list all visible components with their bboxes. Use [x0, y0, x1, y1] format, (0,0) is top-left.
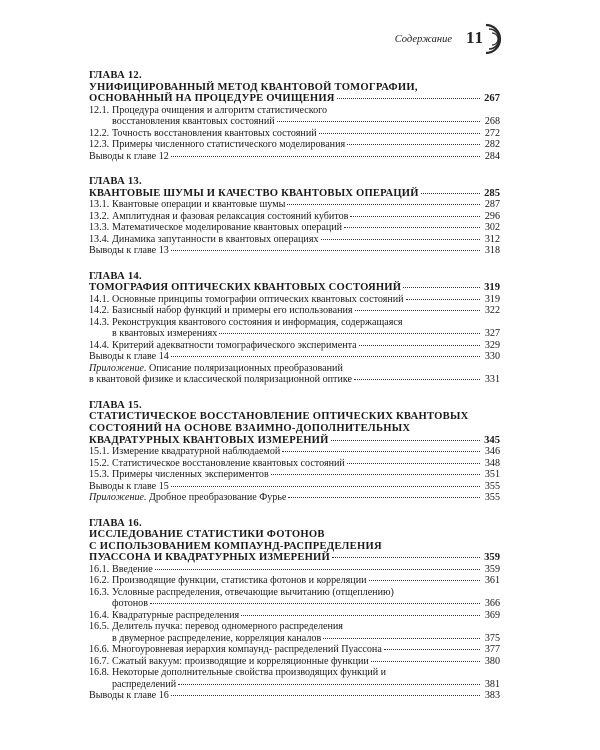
dot-leader: [287, 204, 480, 205]
dot-leader: [355, 310, 480, 311]
section-title: Динамика запутанности в квантовых операциях: [112, 233, 319, 245]
toc-entry: [89, 128, 500, 140]
toc-entry: [89, 151, 500, 163]
section-page: 318: [484, 245, 500, 257]
dot-leader: [171, 250, 480, 251]
section-page: 319: [484, 293, 500, 305]
dot-leader: [331, 440, 480, 441]
section-title: распределений: [112, 678, 177, 690]
chapter-title-line: СОСТОЯНИЙ НА ОСНОВЕ ВЗАИМНО-ДОПОЛНИТЕЛЬНЫХ: [89, 423, 411, 435]
section-line: [89, 105, 500, 117]
section-title: восстановления квантовых состояний: [112, 116, 275, 128]
toc-entry: [89, 139, 500, 151]
toc-entry: [89, 351, 500, 363]
toc-entry: [89, 328, 500, 340]
section-number: 15.2.: [89, 457, 110, 469]
section-number: 14.3.: [89, 316, 110, 328]
section-number: 12.2.: [89, 127, 110, 139]
toc-entry: [89, 633, 500, 645]
section-page: 268: [484, 116, 500, 128]
dot-leader: [171, 486, 480, 487]
section-number: 15.1.: [89, 446, 110, 458]
chapter-block: [89, 176, 500, 257]
dot-leader: [150, 603, 480, 604]
toc-entry: [89, 305, 500, 317]
dot-leader: [277, 121, 480, 122]
section-title: Выводы к главе 15: [89, 480, 169, 492]
section-number: 16.8.: [89, 667, 110, 679]
dot-leader: [347, 463, 480, 464]
appendix-label: Приложение.: [89, 362, 147, 374]
section-page: 329: [484, 339, 500, 351]
dot-leader: [171, 356, 480, 357]
section-page: 312: [484, 233, 500, 245]
dot-leader: [406, 299, 480, 300]
section-page: 381: [484, 678, 500, 690]
section-page: 287: [484, 199, 500, 211]
chapter-block: [89, 518, 500, 702]
chapter-title-entry: [89, 552, 500, 564]
section-title: в квантовых измерениях: [112, 328, 218, 340]
chapter-label: ГЛАВА 12.: [89, 70, 142, 81]
section-page: 377: [484, 644, 500, 656]
section-page: 380: [484, 655, 500, 667]
dot-leader: [321, 239, 480, 240]
dot-leader: [319, 133, 480, 134]
toc-entry: [89, 234, 500, 246]
toc-entry: [89, 575, 500, 587]
section-line: [89, 667, 500, 679]
section-page: 330: [484, 351, 500, 363]
appendix-text: Дробное преобразование Фурье: [146, 492, 287, 504]
section-title: Производящие функции, статистика фотонов и корреляции: [112, 575, 367, 587]
dot-leader: [403, 287, 480, 288]
section-title-line: Процедура очищения и алгоритм статистического: [112, 104, 328, 116]
section-title: Точность восстановления квантовых состояний: [112, 127, 317, 139]
appendix-line: [89, 363, 500, 375]
section-title: Выводы к главе 16: [89, 690, 169, 702]
section-number: 13.3.: [89, 222, 110, 234]
chapter-title-entry: [89, 93, 500, 105]
section-page: 331: [484, 374, 500, 386]
dot-leader: [344, 227, 480, 228]
section-page: 284: [484, 150, 500, 162]
section-page: 366: [484, 598, 500, 610]
toc-entry: [89, 610, 500, 622]
chapter-label: ГЛАВА 14.: [89, 270, 142, 282]
chapter-title-entry: [89, 282, 500, 294]
section-page: 359: [484, 563, 500, 575]
section-title: Выводы к главе 12: [89, 150, 169, 162]
section-number: 16.7.: [89, 655, 110, 667]
section-title: Квантовые операции и квантовые шумы: [112, 199, 286, 211]
section-page: 351: [484, 469, 500, 481]
chapter-label: ГЛАВА 13.: [89, 176, 142, 188]
section-title: Выводы к главе 14: [89, 351, 169, 363]
section-number: 16.3.: [89, 586, 110, 598]
chapter-block: [89, 70, 500, 162]
section-title: фотонов: [112, 598, 148, 610]
section-line: [89, 621, 500, 633]
page-number: 11: [466, 28, 485, 47]
chapter-title-line: С ИСПОЛЬЗОВАНИЕМ КОМПАУНД-РАСПРЕДЕЛЕНИЯ: [89, 540, 382, 552]
table-of-contents: [89, 70, 500, 716]
section-line: [89, 587, 500, 599]
section-title: Квадратурные распределения: [112, 609, 240, 621]
section-page: 383: [484, 690, 500, 702]
section-number: 14.4.: [89, 339, 110, 351]
section-number: 16.2.: [89, 575, 110, 587]
dot-leader: [323, 638, 480, 639]
section-number: 13.1.: [89, 199, 110, 211]
chapter-title-line: СТАТИСТИЧЕСКОЕ ВОССТАНОВЛЕНИЕ ОПТИЧЕСКИХ КВАНТОВЫХ: [89, 411, 469, 423]
section-title: Сжатый вакуум: производящие и корреляционные функции: [112, 655, 369, 667]
section-title: Измерение квадратурной наблюдаемой: [112, 446, 281, 458]
toc-entry: [89, 656, 500, 668]
chapter-label: ГЛАВА 16.: [89, 517, 142, 529]
dot-leader: [359, 345, 480, 346]
section-title: в двумерное распределение, корреляция каналов: [112, 632, 322, 644]
section-number: 13.2.: [89, 210, 110, 222]
chapter-title-entry: [89, 435, 500, 447]
section-page: 361: [484, 575, 500, 587]
section-page: 327: [484, 328, 500, 340]
chapter-block: [89, 271, 500, 386]
chapter-page: 319: [484, 282, 500, 294]
chapter-title: ТОМОГРАФИЯ ОПТИЧЕСКИХ КВАНТОВЫХ СОСТОЯНИЙ: [89, 282, 402, 294]
section-title-line: Некоторые дополнительные свойства производящих функций и: [112, 667, 387, 679]
toc-entry: [89, 340, 500, 352]
section-title: Многоуровневая иерархия компаунд- распределений Пуассона: [112, 644, 382, 656]
appendix-text: Описание поляризационных преобразований: [146, 362, 343, 374]
appendix-line: [89, 492, 286, 504]
toc-entry: [89, 598, 500, 610]
dot-leader: [271, 474, 480, 475]
section-number: 12.3.: [89, 139, 110, 151]
toc-entry: [89, 492, 500, 504]
section-title: Выводы к главе 13: [89, 245, 169, 257]
toc-entry: [89, 564, 500, 576]
section-title-line: Делитель пучка: перевод одномерного распределения: [112, 621, 343, 633]
section-page: 355: [484, 480, 500, 492]
dot-leader: [347, 144, 480, 145]
section-number: 14.2.: [89, 305, 110, 317]
toc-entry: [89, 690, 500, 702]
section-number: 16.6.: [89, 644, 110, 656]
section-page: 375: [484, 632, 500, 644]
section-page: 346: [484, 446, 500, 458]
section-title-line: Условные распределения, отвечающие вычитанию (отщеплению): [112, 586, 394, 598]
section-number: 16.4.: [89, 609, 110, 621]
toc-entry: [89, 469, 500, 481]
dot-leader: [171, 156, 480, 157]
section-number: 15.3.: [89, 469, 110, 481]
chapter-title: ОСНОВАННЫЙ НА ПРОЦЕДУРЕ ОЧИЩЕНИЯ: [89, 93, 335, 105]
section-page: 369: [484, 609, 500, 621]
dot-leader: [354, 379, 480, 380]
dot-leader: [171, 695, 480, 696]
chapter-title-line: ИССЛЕДОВАНИЕ СТАТИСТИКИ ФОТОНОВ: [89, 529, 325, 541]
section-page: 322: [484, 305, 500, 317]
chapter-page: 267: [484, 93, 500, 105]
section-number: 13.4.: [89, 233, 110, 245]
section-page: 355: [484, 492, 500, 504]
section-title: Амплитудная и фазовая релаксация состояний кубитов: [112, 210, 349, 222]
dot-leader: [421, 193, 480, 194]
section-title: Основные принципы томографии оптических квантовых состояний: [112, 293, 404, 305]
section-title: Примеры численного статистического моделирования: [112, 139, 346, 151]
dot-leader: [155, 569, 480, 570]
section-number: 16.5.: [89, 621, 110, 633]
section-title: Статистическое восстановление квантовых состояний: [112, 457, 345, 469]
chapter-title-line: УНИФИЦИРОВАННЫЙ МЕТОД КВАНТОВОЙ ТОМОГРАФИИ,: [89, 81, 418, 93]
section-number: 14.1.: [89, 293, 110, 305]
toc-entry: [89, 222, 500, 234]
section-page: 296: [484, 210, 500, 222]
dot-leader: [332, 557, 480, 558]
chapter-block: [89, 400, 500, 504]
section-number: 16.1.: [89, 563, 110, 575]
decorative-arcs-icon: [482, 21, 512, 57]
chapter-title: КВАДРАТУРНЫХ КВАНТОВЫХ ИЗМЕРЕНИЙ: [89, 434, 329, 446]
section-title-line: Реконструкция квантового состояния и информация, содержащаяся: [112, 316, 403, 328]
section-title: Базисный набор функций и примеры его использования: [112, 305, 353, 317]
toc-entry: [89, 116, 500, 128]
chapter-page: 359: [484, 552, 500, 564]
dot-leader: [288, 497, 480, 498]
section-title: в квантовой физике и классической поляризационной оптике: [89, 374, 352, 386]
toc-entry: [89, 446, 500, 458]
dot-leader: [282, 451, 480, 452]
dot-leader: [337, 98, 480, 99]
chapter-title: ПУАССОНА И КВАДРАТУРНЫХ ИЗМЕРЕНИЙ: [89, 552, 330, 564]
section-line: [89, 317, 500, 329]
toc-entry: [89, 458, 500, 470]
section-page: 348: [484, 457, 500, 469]
chapter-title: КВАНТОВЫЕ ШУМЫ И КАЧЕСТВО КВАНТОВЫХ ОПЕРАЦИЙ: [89, 187, 419, 199]
section-title: Примеры численных экспериментов: [112, 469, 269, 481]
section-title: Критерий адекватности томографического эксперимента: [112, 339, 357, 351]
toc-entry: [89, 199, 500, 211]
section-title: Математическое моделирование квантовых операций: [112, 222, 343, 234]
toc-entry: [89, 245, 500, 257]
chapter-page: 285: [484, 187, 500, 199]
dot-leader: [384, 649, 480, 650]
section-number: 12.1.: [89, 104, 110, 116]
dot-leader: [369, 580, 480, 581]
section-page: 282: [484, 139, 500, 151]
dot-leader: [371, 661, 480, 662]
toc-entry: [89, 644, 500, 656]
chapter-page: 345: [484, 434, 500, 446]
chapter-title-entry: [89, 188, 500, 200]
section-title: Введение: [112, 563, 153, 575]
running-head: Содержание: [394, 34, 452, 45]
appendix-label: Приложение.: [89, 492, 147, 504]
toc-entry: [89, 481, 500, 493]
dot-leader: [178, 684, 480, 685]
toc-entry: [89, 294, 500, 306]
dot-leader: [219, 333, 480, 334]
dot-leader: [350, 216, 480, 217]
toc-entry: [89, 211, 500, 223]
toc-entry: [89, 374, 500, 386]
section-page: 272: [484, 127, 500, 139]
chapter-label: ГЛАВА 15.: [89, 399, 142, 411]
dot-leader: [241, 615, 480, 616]
section-page: 302: [484, 222, 500, 234]
toc-entry: [89, 679, 500, 691]
